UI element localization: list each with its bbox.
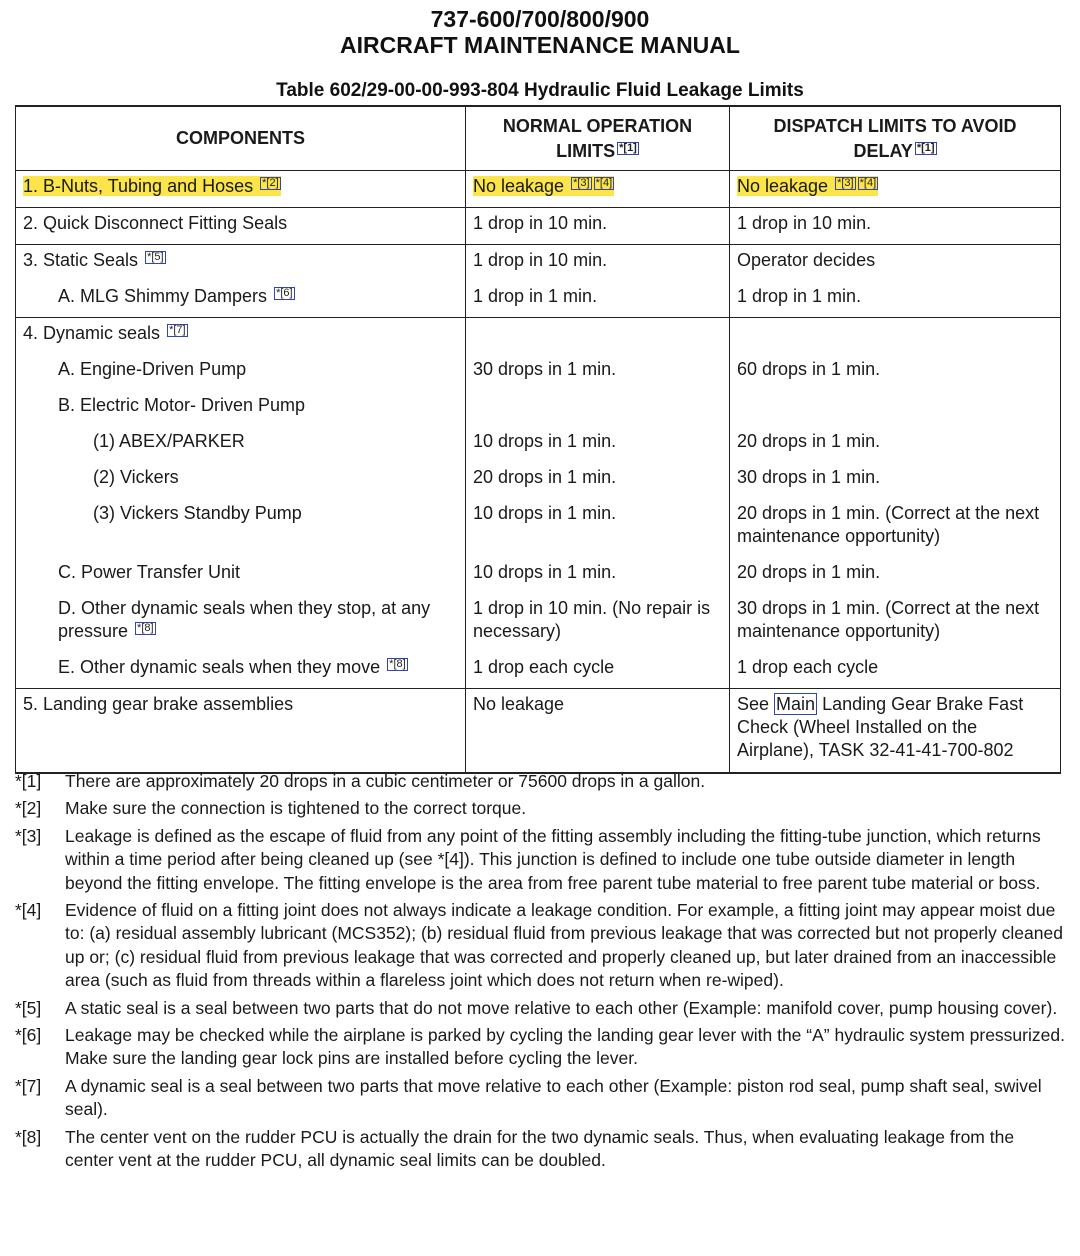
header-components: COMPONENTS: [16, 106, 466, 171]
component-label: 5. Landing gear brake assemblies: [23, 694, 294, 714]
dispatch-limit: 1 drop each cycle: [737, 657, 879, 677]
dispatch-limit: Operator decides: [737, 250, 876, 270]
footnote-ref[interactable]: *[8]: [137, 622, 154, 634]
table-caption: Table 602/29-00-00-993-804 Hydraulic Fluid Leakage Limits: [276, 80, 804, 101]
component-label: D. Other dynamic seals when they stop, at any pressure: [58, 598, 431, 641]
footnote: *[7] A dynamic seal is a seal between two parts that move relative to each other (Example: piston rod seal, pump shaft seal, swivel seal).: [15, 1075, 1042, 1120]
table-row: [16, 652, 1061, 689]
main-landing-gear-link[interactable]: Main: [776, 694, 816, 714]
dispatch-limit: 20 drops in 1 min.: [737, 431, 881, 451]
aircraft-model: 737-600/700/800/900: [430, 6, 650, 32]
component-label: A. Engine-Driven Pump: [58, 359, 247, 379]
dispatch-limit: No leakage: [737, 176, 829, 196]
table-row: [16, 593, 1061, 652]
footnote-ref[interactable]: *[6]: [276, 287, 293, 299]
footnote-ref[interactable]: *[8]: [389, 658, 406, 670]
component-label: (2) Vickers: [93, 467, 179, 487]
table-row: [16, 281, 1061, 318]
footnote-ref[interactable]: *[5]: [147, 251, 164, 263]
footnote: *[2] Make sure the connection is tightened to the correct torque.: [15, 798, 527, 819]
normal-limit: 10 drops in 1 min.: [473, 503, 617, 523]
footnotes: [15, 770, 1065, 1177]
footnote-ref[interactable]: *[4]: [595, 177, 613, 189]
footnote-ref[interactable]: *[1]: [916, 141, 935, 154]
footnote-ref[interactable]: *[3]: [573, 177, 590, 189]
normal-limit: 20 drops in 1 min.: [473, 467, 617, 487]
table-row: [16, 462, 1061, 498]
component-label: E. Other dynamic seals when they move: [58, 657, 381, 677]
dispatch-limit: See Main Landing Gear Brake Fast Check (Wheel Installed on the Airplane), TASK 32-41-41-700-802: [737, 694, 1024, 760]
normal-limit: 10 drops in 1 min.: [473, 562, 617, 582]
dispatch-limit: 20 drops in 1 min.: [737, 562, 881, 582]
table-row: [16, 245, 1061, 282]
footnote: *[4] Evidence of fluid on a fitting joint does not always indicate a leakage condition. For example, a fitting joint may appear moist due to: (a) residual assembly lubricant (MCS352); (b) residual fluid from previous leakage that was corrected but not properly cleaned up or; (c) residual fluid from previous leakage that was corrected and properly cleaned up, but later drained from an inaccessible area (such as fluid from threads within a flareless joint which does not return when re-wiped).: [15, 900, 1063, 991]
normal-limit: 1 drop each cycle: [473, 657, 615, 677]
table-row: [16, 318, 1061, 355]
component-label: (3) Vickers Standby Pump: [93, 503, 302, 523]
dispatch-limit: 60 drops in 1 min.: [737, 359, 881, 379]
normal-limit: No leakage: [473, 176, 565, 196]
table-header-row: [16, 106, 1061, 171]
normal-limit: 1 drop in 1 min.: [473, 286, 598, 306]
dispatch-limit: 20 drops in 1 min. (Correct at the next maintenance opportunity): [737, 503, 1040, 546]
component-label: B. Electric Motor- Driven Pump: [58, 395, 306, 415]
table-row: [16, 498, 1061, 557]
normal-limit: No leakage: [473, 694, 565, 714]
dispatch-limit: 30 drops in 1 min. (Correct at the next maintenance opportunity): [737, 598, 1040, 641]
table-row: [16, 557, 1061, 593]
footnote-ref[interactable]: *[4]: [859, 177, 877, 189]
footnote-ref[interactable]: *[2]: [262, 177, 279, 189]
header-dispatch-limits: DISPATCH LIMITS TO AVOID DELAY $^{*[1]}$: [730, 106, 1061, 171]
component-label: (1) ABEX/PARKER: [93, 431, 245, 451]
header-normal-limits: NORMAL OPERATION LIMITS $^{*[1]}$: [466, 106, 730, 171]
component-label: 2. Quick Disconnect Fitting Seals: [23, 213, 288, 233]
normal-limit: 1 drop in 10 min.: [473, 213, 608, 233]
component-label: C. Power Transfer Unit: [58, 562, 241, 582]
table-row: [16, 390, 1061, 426]
component-label: 4. Dynamic seals: [23, 323, 161, 343]
footnote: *[3] Leakage is defined as the escape of fluid from any point of the fitting assembly including the fitting-tube junction, which returns within a time period after being cleaned up (see *[4]). This junction is defined to include one tube outside diameter in length beyond the fitting envelope. The fitting envelope is the area from free parent tube material to free parent tube material or boss.: [15, 825, 1041, 893]
normal-limit: 10 drops in 1 min.: [473, 431, 617, 451]
component-label: A. MLG Shimmy Dampers: [58, 286, 268, 306]
footnote: *[5] A static seal is a seal between two parts that do not move relative to each other (Example: manifold cover, pump housing cover).: [15, 997, 1058, 1018]
table-row: [16, 689, 1061, 774]
table-row: [16, 171, 1061, 208]
footnote: *[8] The center vent on the rudder PCU is actually the drain for the two dynamic seals. Thus, when evaluating leakage from the center vent at the rudder PCU, all dynamic seal limits can be doubled.: [15, 1126, 1015, 1171]
footnote: *[1] There are approximately 20 drops in a cubic centimeter or 75600 drops in a gallon.: [15, 771, 706, 791]
normal-limit: 1 drop in 10 min. (No repair is necessary): [473, 598, 711, 641]
footnote-ref[interactable]: *[7]: [169, 324, 186, 336]
footnote-ref[interactable]: *[3]: [837, 177, 854, 189]
component-label: 3. Static Seals: [23, 250, 139, 270]
manual-title: AIRCRAFT MAINTENANCE MANUAL: [340, 32, 740, 58]
table-row: [16, 208, 1061, 245]
footnote-ref[interactable]: *[1]: [619, 141, 637, 154]
table-row: [16, 354, 1061, 390]
dispatch-limit: 1 drop in 10 min.: [737, 213, 872, 233]
dispatch-limit: 1 drop in 1 min.: [737, 286, 862, 306]
footnote: *[6] Leakage may be checked while the airplane is parked by cycling the landing gear lever with the “A” hydraulic system pressurized. Make sure the landing gear lock pins are installed before cycling the lever.: [15, 1025, 1065, 1069]
dispatch-limit: 30 drops in 1 min.: [737, 467, 881, 487]
leakage-limits-table: [15, 105, 1061, 774]
normal-limit: 30 drops in 1 min.: [473, 359, 617, 379]
table-row: [16, 426, 1061, 462]
component-label: 1. B-Nuts, Tubing and Hoses: [23, 176, 254, 196]
normal-limit: 1 drop in 10 min.: [473, 250, 608, 270]
